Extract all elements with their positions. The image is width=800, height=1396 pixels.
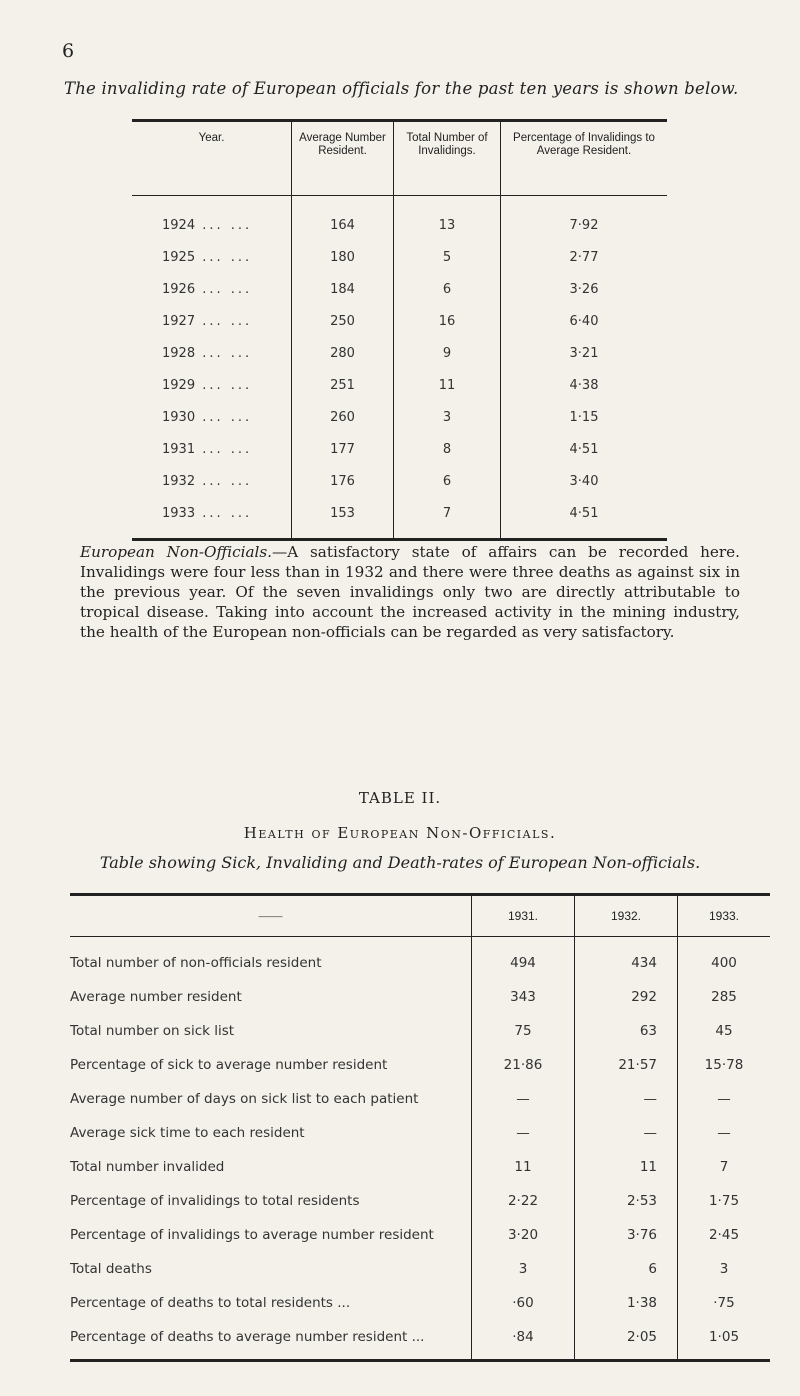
invalidings-cell: 6 bbox=[394, 465, 501, 497]
invalidings-cell: 9 bbox=[394, 337, 501, 369]
table-row bbox=[70, 1116, 770, 1150]
resident-cell: 180 bbox=[292, 241, 394, 273]
percentage-cell: 3·21 bbox=[501, 337, 668, 369]
row-label: Average number of days on sick list to each patient bbox=[70, 1091, 419, 1107]
percentage-cell: 4·38 bbox=[501, 369, 668, 401]
col-header-1931: 1931. bbox=[472, 895, 575, 937]
table-row bbox=[70, 1014, 770, 1048]
year-cell: 1926 ... ... bbox=[162, 281, 253, 297]
value-1932: 3·76 bbox=[575, 1218, 678, 1252]
row-label: Average number resident bbox=[70, 989, 242, 1005]
table-row bbox=[132, 337, 667, 369]
value-1931: 75 bbox=[472, 1014, 575, 1048]
value-1932: 292 bbox=[575, 980, 678, 1014]
table-row bbox=[132, 273, 667, 305]
year-cell: 1933 ... ... bbox=[162, 505, 253, 521]
invalidings-cell: 13 bbox=[394, 196, 501, 242]
table-row bbox=[70, 1184, 770, 1218]
value-1933: 1·05 bbox=[678, 1320, 771, 1361]
invalidings-cell: 16 bbox=[394, 305, 501, 337]
table-row bbox=[132, 196, 667, 242]
value-1931: 3 bbox=[472, 1252, 575, 1286]
resident-cell: 184 bbox=[292, 273, 394, 305]
table1-caption: The invaliding rate of European officials for the past ten years is shown below. bbox=[64, 79, 739, 98]
table-row bbox=[70, 1082, 770, 1116]
resident-cell: 177 bbox=[292, 433, 394, 465]
value-1932: 434 bbox=[575, 937, 678, 981]
invalidings-cell: 6 bbox=[394, 273, 501, 305]
percentage-cell: 3·40 bbox=[501, 465, 668, 497]
percentage-cell: 4·51 bbox=[501, 433, 668, 465]
table-row bbox=[70, 1150, 770, 1184]
value-1931: 494 bbox=[472, 937, 575, 981]
table-row bbox=[70, 1048, 770, 1082]
table2-caption: Table showing Sick, Invaliding and Death-rates of European Non-officials. bbox=[99, 853, 701, 872]
value-1933: 285 bbox=[678, 980, 771, 1014]
value-1932: 63 bbox=[575, 1014, 678, 1048]
invalidings-cell: 5 bbox=[394, 241, 501, 273]
table-row bbox=[132, 401, 667, 433]
year-cell: 1932 ... ... bbox=[162, 473, 253, 489]
table2-title: TABLE II. bbox=[358, 789, 442, 807]
value-1931: ·84 bbox=[472, 1320, 575, 1361]
percentage-cell: 4·51 bbox=[501, 497, 668, 540]
value-1931: — bbox=[472, 1082, 575, 1116]
table-row bbox=[132, 433, 667, 465]
value-1933: 3 bbox=[678, 1252, 771, 1286]
row-label: Percentage of deaths to total residents ... bbox=[70, 1295, 351, 1311]
non-officials-paragraph bbox=[80, 542, 740, 642]
value-1931: 3·20 bbox=[472, 1218, 575, 1252]
non-officials-health-table bbox=[70, 893, 770, 1362]
year-cell: 1930 ... ... bbox=[162, 409, 253, 425]
row-label: Percentage of invalidings to total residents bbox=[70, 1193, 360, 1209]
table-row bbox=[132, 497, 667, 540]
table2-subtitle: Health of European Non-Officials. bbox=[243, 824, 557, 842]
row-label: Average sick time to each resident bbox=[70, 1125, 305, 1141]
value-1932: 11 bbox=[575, 1150, 678, 1184]
value-1933: 400 bbox=[678, 937, 771, 981]
value-1933: 15·78 bbox=[678, 1048, 771, 1082]
col-header-1933: 1933. bbox=[678, 895, 771, 937]
resident-cell: 153 bbox=[292, 497, 394, 540]
table-row bbox=[70, 1320, 770, 1361]
resident-cell: 164 bbox=[292, 196, 394, 242]
value-1933: 2·45 bbox=[678, 1218, 771, 1252]
col-header-1932: 1932. bbox=[575, 895, 678, 937]
table-row bbox=[70, 980, 770, 1014]
value-1933: — bbox=[678, 1116, 771, 1150]
year-cell: 1925 ... ... bbox=[162, 249, 253, 265]
year-cell: 1931 ... ... bbox=[162, 441, 253, 457]
resident-cell: 260 bbox=[292, 401, 394, 433]
value-1931: — bbox=[472, 1116, 575, 1150]
col-header-year: Year. bbox=[132, 121, 292, 196]
resident-cell: 176 bbox=[292, 465, 394, 497]
value-1932: 2·05 bbox=[575, 1320, 678, 1361]
value-1931: ·60 bbox=[472, 1286, 575, 1320]
resident-cell: 250 bbox=[292, 305, 394, 337]
percentage-cell: 7·92 bbox=[501, 196, 668, 242]
value-1932: — bbox=[575, 1116, 678, 1150]
table-row bbox=[70, 1218, 770, 1252]
value-1932: — bbox=[575, 1082, 678, 1116]
value-1931: 11 bbox=[472, 1150, 575, 1184]
col-header-average-resident: Average Number Resident. bbox=[292, 121, 394, 196]
page-number: 6 bbox=[62, 40, 75, 62]
value-1931: 2·22 bbox=[472, 1184, 575, 1218]
value-1931: 343 bbox=[472, 980, 575, 1014]
col-header-total-invalidings: Total Number of Invalidings. bbox=[394, 121, 501, 196]
row-label: Percentage of invalidings to average number resident bbox=[70, 1227, 434, 1243]
table-row bbox=[132, 369, 667, 401]
year-cell: 1924 ... ... bbox=[162, 217, 253, 233]
table-row bbox=[70, 937, 770, 981]
value-1933: — bbox=[678, 1082, 771, 1116]
row-label: Total number of non-officials resident bbox=[70, 955, 322, 971]
percentage-cell: 6·40 bbox=[501, 305, 668, 337]
table-row bbox=[70, 1252, 770, 1286]
value-1933: 1·75 bbox=[678, 1184, 771, 1218]
value-1933: 7 bbox=[678, 1150, 771, 1184]
value-1932: 1·38 bbox=[575, 1286, 678, 1320]
row-label: Percentage of deaths to average number resident ... bbox=[70, 1329, 425, 1345]
invaliding-rate-table bbox=[132, 119, 667, 541]
paragraph-lead: European Non-Officials. bbox=[80, 543, 272, 561]
table-row bbox=[132, 241, 667, 273]
value-1932: 6 bbox=[575, 1252, 678, 1286]
table-row bbox=[70, 1286, 770, 1320]
resident-cell: 280 bbox=[292, 337, 394, 369]
invalidings-cell: 7 bbox=[394, 497, 501, 540]
percentage-cell: 1·15 bbox=[501, 401, 668, 433]
year-cell: 1927 ... ... bbox=[162, 313, 253, 329]
invalidings-cell: 11 bbox=[394, 369, 501, 401]
invalidings-cell: 8 bbox=[394, 433, 501, 465]
table-row bbox=[132, 465, 667, 497]
paragraph-text: —A satisfactory state of affairs can be recorded here. Invalidings were four less than in 1932 and there were three deaths as against six in the previous year. Of the seven invalidings only two are directly attributable to tropical disease. Taking into account the increased activity in the mining industry, the health of the European non-officials can be regarded as very satisfactory. bbox=[80, 543, 740, 641]
year-cell: 1929 ... ... bbox=[162, 377, 253, 393]
percentage-cell: 3·26 bbox=[501, 273, 668, 305]
value-1933: 45 bbox=[678, 1014, 771, 1048]
row-label: Percentage of sick to average number resident bbox=[70, 1057, 388, 1073]
year-cell: 1928 ... ... bbox=[162, 345, 253, 361]
value-1933: ·75 bbox=[678, 1286, 771, 1320]
corner-header: ——— bbox=[70, 895, 472, 937]
invalidings-cell: 3 bbox=[394, 401, 501, 433]
value-1931: 21·86 bbox=[472, 1048, 575, 1082]
table-row bbox=[132, 305, 667, 337]
row-label: Total number invalided bbox=[70, 1159, 225, 1175]
row-label: Total number on sick list bbox=[70, 1023, 235, 1039]
value-1932: 21·57 bbox=[575, 1048, 678, 1082]
value-1932: 2·53 bbox=[575, 1184, 678, 1218]
row-label: Total deaths bbox=[70, 1261, 152, 1277]
resident-cell: 251 bbox=[292, 369, 394, 401]
col-header-percentage: Percentage of Invalidings to Average Resident. bbox=[501, 121, 668, 196]
percentage-cell: 2·77 bbox=[501, 241, 668, 273]
